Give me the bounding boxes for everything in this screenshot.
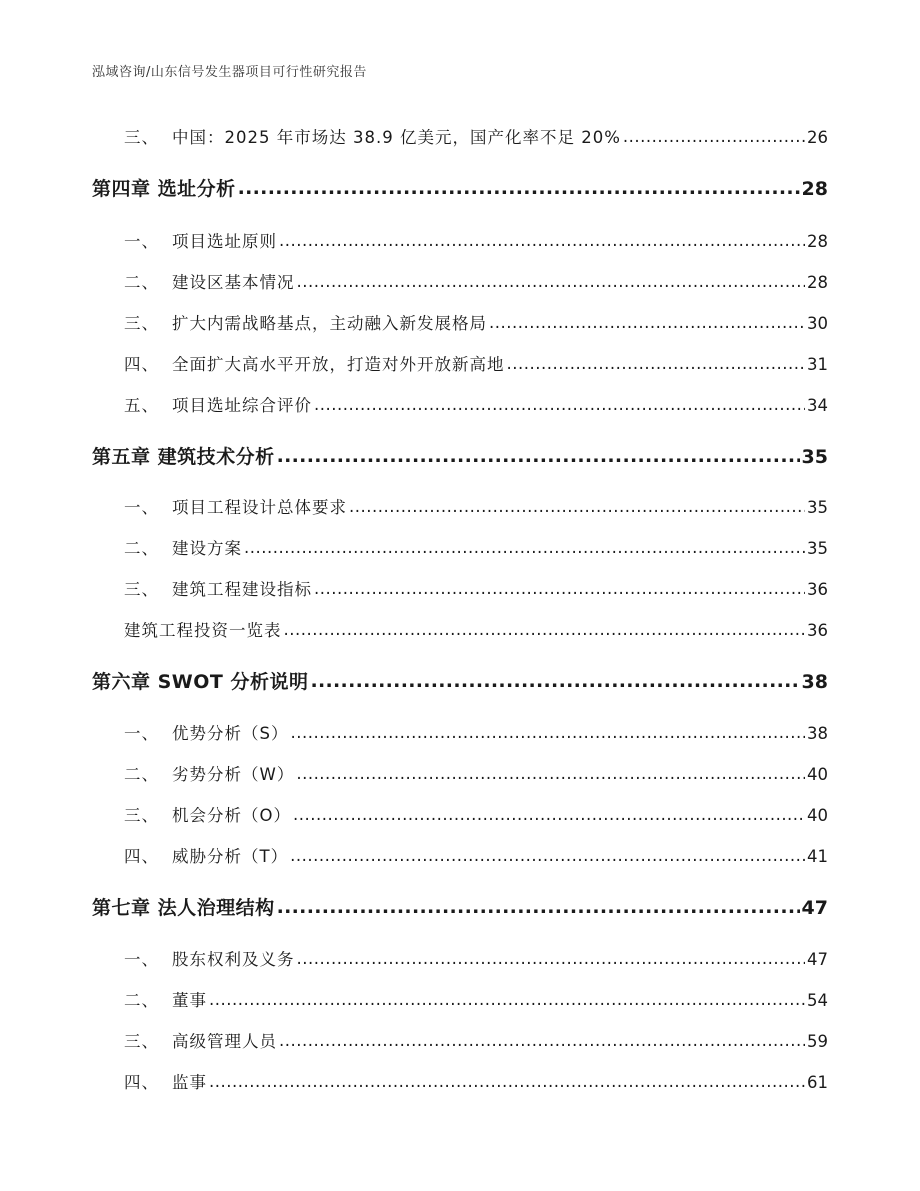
toc-entry-title: 优势分析（S）: [172, 724, 289, 743]
toc-dot-leader: [290, 723, 805, 742]
toc-dot-leader: [314, 579, 805, 598]
toc-entry-number: 二、: [124, 991, 159, 1010]
toc-page-number: 36: [807, 621, 828, 640]
page-header: 泓域咨询/山东信号发生器项目可行性研究报告: [92, 65, 367, 80]
toc-section-entry[interactable]: [124, 802, 828, 826]
toc-dot-leader: [293, 805, 805, 824]
toc-section-entry[interactable]: [124, 535, 828, 559]
toc-page-number: 54: [807, 991, 828, 1010]
toc-entry-number: 一、: [124, 724, 159, 743]
toc-entry-number: 四、: [124, 1073, 159, 1092]
toc-dot-leader: [277, 445, 800, 467]
toc-page-number: 36: [807, 580, 828, 599]
toc-page-number: 40: [807, 806, 828, 825]
toc-entry-title: 威胁分析（T）: [172, 847, 289, 866]
toc-entry-number: 三、: [124, 806, 159, 825]
toc-dot-leader: [296, 764, 805, 783]
toc-entry-title: 董事: [172, 991, 207, 1010]
toc-page-number: 47: [807, 950, 828, 969]
toc-section-entry[interactable]: [124, 617, 828, 641]
toc-dot-leader: [244, 538, 805, 557]
toc-dot-leader: [209, 1072, 805, 1091]
toc-entry-title: 机会分析（O）: [172, 806, 291, 825]
toc-entry-number: 三、: [124, 1032, 159, 1051]
toc-page-number: 47: [801, 897, 828, 919]
toc-page-number: 26: [807, 128, 828, 147]
toc-entry-title: 第六章 SWOT 分析说明: [92, 671, 309, 693]
toc-entry-title: 股东权利及义务: [172, 950, 295, 969]
toc-section-entry[interactable]: [124, 843, 828, 867]
toc-dot-leader: [290, 846, 805, 865]
toc-entry-number: 四、: [124, 847, 159, 866]
toc-dot-leader: [284, 620, 806, 639]
toc-entry-title: 劣势分析（W）: [172, 765, 295, 784]
toc-entry-title: 建设区基本情况: [172, 273, 295, 292]
toc-dot-leader: [349, 497, 805, 516]
toc-chapter-entry[interactable]: [92, 442, 828, 469]
toc-section-entry[interactable]: [124, 720, 828, 744]
toc-chapter-entry[interactable]: [92, 893, 828, 920]
toc-page-number: 38: [801, 671, 828, 693]
toc-entry-title: 项目选址综合评价: [172, 396, 312, 415]
toc-entry-title: 第四章 选址分析: [92, 178, 236, 200]
toc-dot-leader: [209, 990, 805, 1009]
toc-dot-leader: [314, 395, 805, 414]
toc-entry-title: 建设方案: [172, 539, 242, 558]
toc-page-number: 31: [807, 355, 828, 374]
toc-dot-leader: [279, 231, 805, 250]
toc-page-number: 35: [801, 446, 828, 468]
toc-page-number: 35: [807, 498, 828, 517]
toc-entry-title: 第七章 法人治理结构: [92, 897, 275, 919]
toc-dot-leader: [489, 313, 805, 332]
toc-chapter-entry[interactable]: [92, 667, 828, 694]
toc-section-entry[interactable]: [124, 946, 828, 970]
toc-entry-number: 五、: [124, 396, 159, 415]
toc-page-number: 30: [807, 314, 828, 333]
toc-entry-title: 建筑工程投资一览表: [124, 621, 282, 640]
toc-entry-number: 一、: [124, 950, 159, 969]
toc-entry-number: 二、: [124, 539, 159, 558]
toc-dot-leader: [297, 272, 806, 291]
toc-page-number: 38: [807, 724, 828, 743]
toc-page-number: 28: [801, 178, 828, 200]
toc-entry-title: 全面扩大高水平开放，打造对外开放新高地: [172, 355, 505, 374]
toc-entry-number: 三、: [124, 314, 159, 333]
toc-page-number: 59: [807, 1032, 828, 1051]
toc-entry-number: 二、: [124, 273, 159, 292]
toc-entry-title: 第五章 建筑技术分析: [92, 446, 275, 468]
toc-section-entry[interactable]: [124, 228, 828, 252]
toc-entry-number: 二、: [124, 765, 159, 784]
toc-section-entry[interactable]: [124, 269, 828, 293]
toc-entry-number: 三、: [124, 580, 159, 599]
toc-section-entry[interactable]: [124, 987, 828, 1011]
toc-dot-leader: [238, 177, 800, 199]
toc-dot-leader: [279, 1031, 805, 1050]
toc-page-number: 61: [807, 1073, 828, 1092]
toc-section-entry[interactable]: [124, 392, 828, 416]
toc-entry-title: 项目工程设计总体要求: [172, 498, 347, 517]
toc-section-entry[interactable]: [124, 310, 828, 334]
toc-entry-number: 一、: [124, 232, 159, 251]
toc-entry-title: 中国：2025 年市场达 38.9 亿美元，国产化率不足 20%: [172, 128, 621, 147]
toc-entry-number: 一、: [124, 498, 159, 517]
toc-page-number: 28: [807, 232, 828, 251]
toc-entry-title: 扩大内需战略基点，主动融入新发展格局: [172, 314, 487, 333]
toc-entry-number: 三、: [124, 128, 159, 147]
toc-page-number: 34: [807, 396, 828, 415]
toc-dot-leader: [623, 127, 805, 146]
toc-section-entry[interactable]: [124, 124, 828, 148]
toc-section-entry[interactable]: [124, 494, 828, 518]
toc-page-number: 28: [807, 273, 828, 292]
toc-chapter-entry[interactable]: [92, 174, 828, 201]
toc-section-entry[interactable]: [124, 576, 828, 600]
toc-dot-leader: [277, 896, 800, 918]
toc-dot-leader: [310, 670, 799, 692]
toc-entry-title: 项目选址原则: [172, 232, 277, 251]
toc-section-entry[interactable]: [124, 761, 828, 785]
toc-section-entry[interactable]: [124, 1069, 828, 1093]
toc-section-entry[interactable]: [124, 351, 828, 375]
toc-dot-leader: [297, 949, 806, 968]
toc-entry-number: 四、: [124, 355, 159, 374]
toc-page-number: 41: [807, 847, 828, 866]
toc-section-entry[interactable]: [124, 1028, 828, 1052]
toc-entry-title: 监事: [172, 1073, 207, 1092]
toc-page-number: 35: [807, 539, 828, 558]
toc-dot-leader: [507, 354, 806, 373]
toc-entry-title: 建筑工程建设指标: [172, 580, 312, 599]
toc-entry-title: 高级管理人员: [172, 1032, 277, 1051]
toc-page-number: 40: [807, 765, 828, 784]
